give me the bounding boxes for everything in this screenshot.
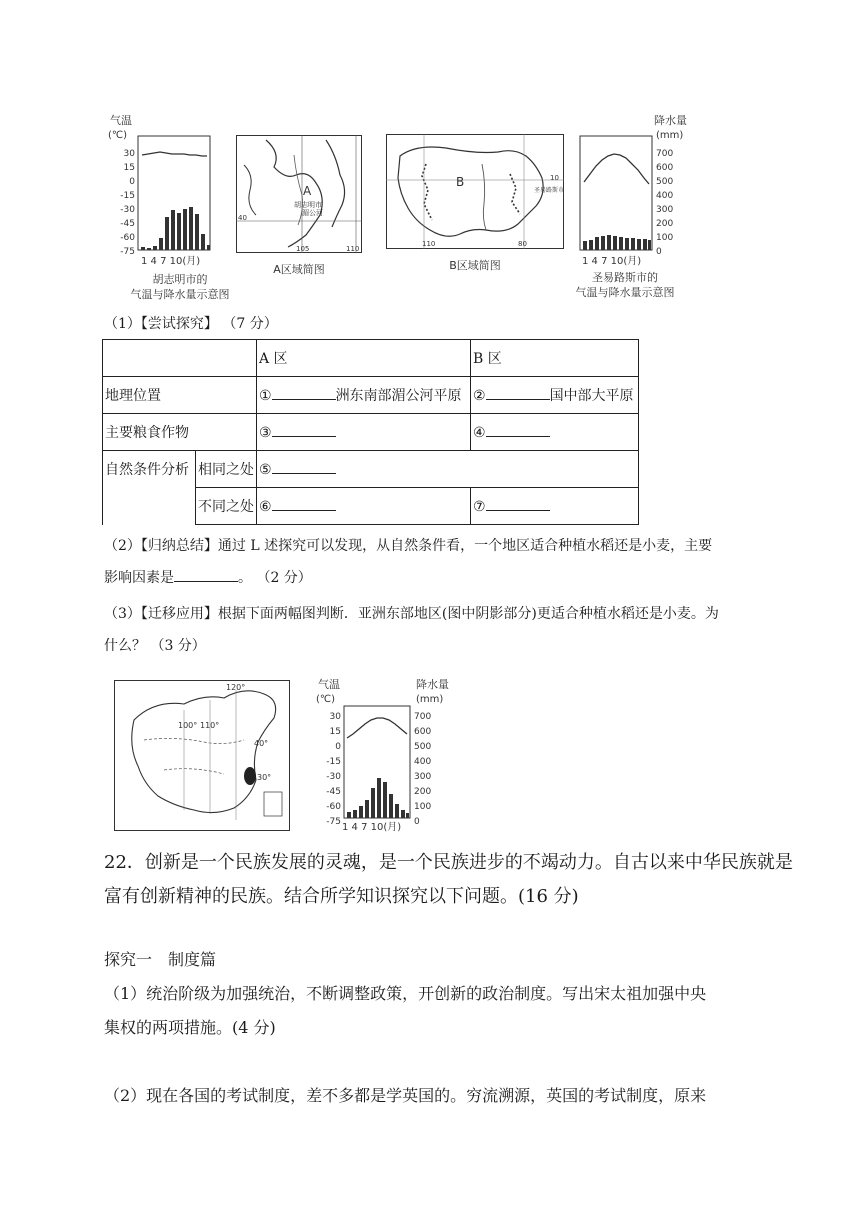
y-tick: 0 [414, 817, 420, 827]
y-tick: -15 [326, 757, 341, 767]
lon-label: 80 [518, 240, 527, 248]
y-tick: 500 [656, 177, 674, 187]
lat-label: 40 [238, 214, 247, 222]
lon-label: 100° [178, 721, 198, 730]
y-tick: 600 [656, 163, 674, 173]
q2-line1: （2）【归纳总结】通过 L 述探究可以发现，从自然条件看，一个地区适合种植水稻还是小麦，主要 [104, 538, 713, 554]
lon-label: 110 [422, 240, 436, 248]
cell-same: ⑤ [257, 451, 639, 488]
precip-unit-label: (mm) [656, 130, 684, 141]
answer-blank[interactable] [486, 424, 550, 437]
y-tick: 0 [129, 177, 135, 187]
cell-a-diff: ⑥ [257, 488, 471, 525]
temperature-curve [142, 152, 207, 156]
row-sublabel-same: 相同之处 [196, 451, 257, 488]
precipitation-bars [141, 207, 210, 250]
precip-unit-label: (mm) [416, 694, 444, 705]
y-tick: 0 [656, 247, 662, 257]
region-a-caption: A区域简图 [273, 263, 325, 276]
y-tick: 100 [414, 802, 432, 812]
stlouis-climate-chart [576, 112, 706, 257]
col-header-a: A 区 [257, 340, 471, 377]
x-axis-ticks: 1 4 7 10(月) [582, 256, 642, 267]
answer-blank[interactable] [272, 424, 336, 437]
y-tick: 700 [656, 149, 674, 159]
explore-heading: 探究一 制度篇 [104, 950, 217, 969]
answer-blank[interactable] [272, 387, 336, 400]
cell-b-diff: ⑦ [471, 488, 639, 525]
lon-label: 110 [346, 245, 360, 253]
p2-line1: （2）现在各国的考试制度，差不多都是学英国的。穷流溯源，英国的考试制度，原来 [104, 1086, 707, 1105]
precipitation-bars [347, 778, 409, 818]
y-tick: 200 [414, 787, 432, 797]
lat-label: 10 [550, 174, 559, 182]
stlouis-chart-caption: 圣易路斯市的 气温与降水量示意图 [575, 271, 675, 299]
shaded-region [244, 767, 256, 785]
y-tick: 30 [329, 712, 341, 722]
q3-line2: 什么？ （3 分） [104, 638, 206, 654]
lon-label: 110° [200, 721, 220, 730]
cell-a-location: ① 洲东南部湄公河平原 [257, 377, 471, 414]
y-tick: -15 [120, 191, 135, 201]
city-label: 圣易路斯市 [534, 187, 565, 194]
q1-title: （1）【尝试探究】 （7 分） [104, 316, 278, 332]
y-tick: 15 [123, 163, 135, 173]
y-tick: 200 [656, 219, 674, 229]
lat-label: 30° [257, 773, 272, 782]
x-axis-ticks: 1 4 7 10(月) [141, 256, 201, 267]
region-a-map [236, 135, 362, 255]
table-header-empty [103, 340, 257, 377]
y-tick: -75 [326, 817, 341, 827]
y-tick: -60 [120, 233, 135, 243]
temp-axis-label: 气温 [110, 114, 132, 127]
p1-line1: （1）统治阶级为加强统治，不断调整政策，开创新的政治制度。写出宋太祖加强中央 [104, 984, 707, 1003]
y-tick: 100 [656, 233, 674, 243]
q2-line2: 影响因素是 。 （2 分） [104, 570, 312, 586]
temp-unit-label: (℃) [316, 694, 336, 705]
row-sublabel-diff: 不同之处 [196, 488, 257, 525]
region-a-letter: A [303, 184, 312, 198]
asia-climate-chart [312, 676, 472, 836]
temp-unit-label: (℃) [108, 130, 128, 141]
y-tick: 300 [414, 772, 432, 782]
x-axis-ticks: 1 4 7 10(月) [342, 822, 402, 833]
city-label: 胡志明市 [294, 201, 322, 209]
precip-axis-label: 降水量 [654, 114, 687, 127]
y-tick: 600 [414, 727, 432, 737]
answer-blank[interactable] [486, 387, 550, 400]
lon-label: 120° [226, 683, 246, 692]
y-tick: -75 [120, 247, 135, 257]
y-tick: 30 [123, 149, 135, 159]
river-label: 湄公河 [302, 209, 323, 217]
q3-line1: （3）【迁移应用】根据下面两幅图判断．亚洲东部地区(图中阴影部分)更适合种植水稻还是小麦。为 [104, 606, 719, 622]
precipitation-bars [583, 235, 651, 250]
answer-blank[interactable] [486, 498, 550, 511]
answer-blank[interactable] [272, 498, 336, 511]
hcmc-climate-chart [108, 112, 220, 257]
q22-line2: 富有创新精神的民族。结合所学知识探究以下问题。(16 分) [104, 886, 579, 907]
y-tick: -45 [120, 219, 135, 229]
cell-b-crop: ④ [471, 414, 639, 451]
comparison-table [102, 339, 639, 525]
y-tick: -30 [326, 772, 341, 782]
y-tick: 700 [414, 712, 432, 722]
p1-line2: 集权的两项措施。(4 分) [104, 1018, 276, 1037]
y-tick: 400 [656, 191, 674, 201]
y-tick: 300 [656, 205, 674, 215]
y-tick: -60 [326, 802, 341, 812]
temperature-curve [584, 154, 649, 184]
china-map [114, 680, 290, 832]
answer-blank[interactable] [272, 461, 336, 474]
row-label-crop: 主要粮食作物 [103, 414, 257, 451]
cell-b-location: ② 国中部大平原 [471, 377, 639, 414]
y-tick: 0 [335, 742, 341, 752]
col-header-b: B 区 [471, 340, 639, 377]
region-b-map [386, 134, 564, 250]
precip-axis-label: 降水量 [416, 678, 449, 691]
y-tick: -45 [326, 787, 341, 797]
answer-blank[interactable] [174, 569, 238, 582]
lon-label: 105 [296, 245, 310, 253]
row-label-conditions: 自然条件分析 [103, 451, 196, 525]
q22-line1: 22．创新是一个民族发展的灵魂，是一个民族进步的不竭动力。自古以来中华民族就是 [104, 852, 793, 873]
row-label-location: 地理位置 [103, 377, 257, 414]
temperature-curve [347, 718, 407, 738]
y-tick: -30 [120, 205, 135, 215]
hcmc-chart-caption: 胡志明市的 气温与降水量示意图 [130, 273, 230, 301]
cell-a-crop: ③ [257, 414, 471, 451]
region-b-letter: B [456, 175, 465, 189]
y-tick: 500 [414, 742, 432, 752]
region-b-caption: B区域简图 [449, 259, 501, 272]
temp-axis-label: 气温 [318, 678, 340, 691]
lat-label: 40° [254, 739, 269, 748]
y-tick: 400 [414, 757, 432, 767]
y-tick: 15 [329, 727, 341, 737]
